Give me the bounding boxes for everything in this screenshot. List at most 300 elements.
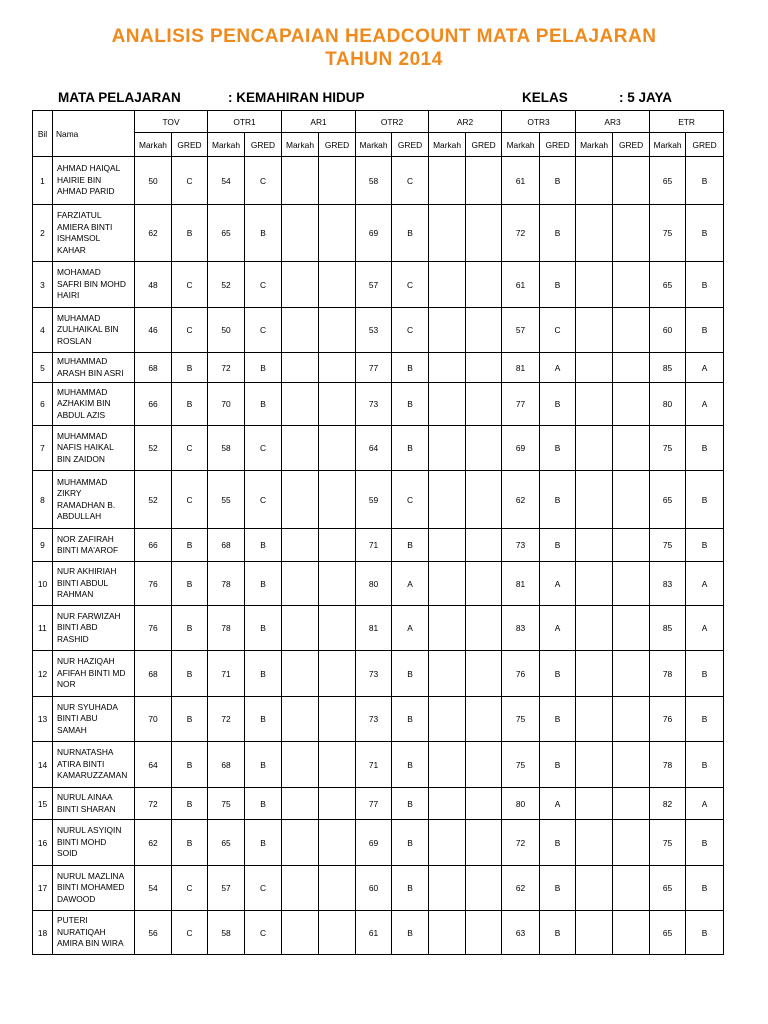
row-nama (53, 911, 135, 955)
cell-markah-empty (576, 788, 613, 820)
row-bil: 15 (33, 788, 53, 820)
cell-markah-tov: 64 (135, 742, 172, 788)
cell-gred-empty (466, 651, 502, 697)
cell-markah-tov: 50 (135, 157, 172, 205)
cell-gred-etr: A (686, 788, 724, 820)
cell-gred-empty (613, 911, 650, 955)
cell-markah-otr1: 78 (208, 606, 245, 651)
cell-markah-empty (282, 788, 319, 820)
cell-gred-otr2: B (392, 788, 429, 820)
cell-gred-empty (319, 562, 356, 606)
cell-markah-tov: 52 (135, 471, 172, 529)
cell-markah-otr1: 70 (208, 383, 245, 426)
cell-gred-empty (613, 471, 650, 529)
subheader-markah: Markah (650, 133, 686, 157)
row-bil: 16 (33, 820, 53, 866)
cell-markah-etr: 76 (650, 697, 686, 742)
cell-gred-empty (466, 697, 502, 742)
nama-line: MOHAMAD (57, 267, 101, 278)
row-bil: 7 (33, 426, 53, 471)
nama-line: AHMAD HAIQAL (57, 163, 121, 174)
cell-markah-otr3: 61 (502, 157, 540, 205)
cell-markah-tov: 52 (135, 426, 172, 471)
page-subtitle-year: TAHUN 2014 (325, 49, 443, 70)
row-bil: 9 (33, 529, 53, 562)
cell-markah-empty (576, 383, 613, 426)
cell-gred-otr3: B (540, 820, 576, 866)
nama-line: ZULHAIKAL BIN (57, 324, 119, 335)
cell-gred-empty (319, 820, 356, 866)
cell-gred-otr1: C (245, 426, 282, 471)
table-row (33, 262, 724, 308)
cell-markah-tov: 68 (135, 651, 172, 697)
cell-gred-empty (319, 426, 356, 471)
cell-gred-empty (466, 742, 502, 788)
cell-gred-otr1: B (245, 697, 282, 742)
nama-line: BIN ZAIDON (57, 453, 105, 464)
cell-markah-otr3: 72 (502, 205, 540, 262)
cell-markah-otr3: 77 (502, 383, 540, 426)
cell-gred-empty (613, 426, 650, 471)
row-bil: 14 (33, 742, 53, 788)
cell-gred-empty (466, 308, 502, 353)
cell-gred-empty (613, 651, 650, 697)
header-ar3: AR3 (576, 111, 650, 133)
row-nama (53, 697, 135, 742)
cell-markah-otr1: 58 (208, 426, 245, 471)
table-row (33, 529, 724, 562)
nama-line: RAMADHAN B. (57, 499, 116, 510)
cell-gred-empty (319, 383, 356, 426)
cell-markah-empty (576, 866, 613, 911)
cell-markah-tov: 54 (135, 866, 172, 911)
cell-gred-otr1: B (245, 606, 282, 651)
cell-markah-otr3: 75 (502, 697, 540, 742)
row-nama (53, 471, 135, 529)
cell-gred-otr3: B (540, 742, 576, 788)
cell-gred-otr2: B (392, 911, 429, 955)
cell-markah-empty (429, 529, 466, 562)
cell-gred-tov: C (172, 911, 208, 955)
cell-gred-tov: B (172, 820, 208, 866)
header-ar2: AR2 (429, 111, 502, 133)
subheader-markah: Markah (282, 133, 319, 157)
cell-markah-empty (282, 308, 319, 353)
cell-gred-empty (613, 383, 650, 426)
table-row (33, 308, 724, 353)
nama-line: MUHAMMAD (57, 356, 108, 366)
cell-gred-empty (319, 697, 356, 742)
cell-markah-otr1: 55 (208, 471, 245, 529)
subheader-markah: Markah (135, 133, 172, 157)
cell-markah-empty (429, 426, 466, 471)
subheader-gred: GRED (392, 133, 429, 157)
cell-gred-otr2: C (392, 308, 429, 353)
cell-markah-otr2: 73 (356, 383, 392, 426)
row-nama (53, 788, 135, 820)
cell-markah-otr1: 72 (208, 353, 245, 383)
cell-gred-otr2: A (392, 562, 429, 606)
cell-gred-etr: B (686, 820, 724, 866)
cell-markah-empty (282, 606, 319, 651)
cell-markah-otr3: 62 (502, 471, 540, 529)
cell-gred-otr1: B (245, 742, 282, 788)
cell-markah-empty (576, 205, 613, 262)
cell-markah-otr2: 69 (356, 820, 392, 866)
cell-gred-otr1: B (245, 205, 282, 262)
nama-line: PUTERI (57, 915, 88, 926)
cell-gred-tov: C (172, 262, 208, 308)
cell-markah-otr2: 77 (356, 353, 392, 383)
table-header-subcols (33, 133, 724, 157)
cell-markah-empty (429, 606, 466, 651)
cell-markah-otr1: 72 (208, 697, 245, 742)
cell-gred-otr1: B (245, 788, 282, 820)
cell-gred-etr: A (686, 562, 724, 606)
cell-markah-empty (429, 262, 466, 308)
cell-gred-empty (319, 788, 356, 820)
cell-gred-empty (466, 426, 502, 471)
cell-markah-empty (282, 353, 319, 383)
cell-gred-empty (319, 866, 356, 911)
cell-markah-etr: 65 (650, 911, 686, 955)
table-row (33, 866, 724, 911)
cell-markah-etr: 82 (650, 788, 686, 820)
cell-gred-otr3: B (540, 529, 576, 562)
nama-line: NOR (57, 679, 76, 690)
nama-line: ARASH BIN ASRI (57, 367, 124, 378)
cell-markah-tov: 66 (135, 529, 172, 562)
cell-markah-tov: 56 (135, 911, 172, 955)
cell-gred-empty (613, 742, 650, 788)
cell-markah-otr2: 64 (356, 426, 392, 471)
cell-markah-empty (282, 651, 319, 697)
cell-gred-otr1: B (245, 353, 282, 383)
row-bil: 2 (33, 205, 53, 262)
cell-markah-tov: 68 (135, 353, 172, 383)
cell-markah-empty (576, 697, 613, 742)
cell-gred-empty (613, 788, 650, 820)
cell-gred-empty (466, 157, 502, 205)
cell-gred-etr: B (686, 742, 724, 788)
cell-gred-etr: B (686, 866, 724, 911)
cell-markah-etr: 65 (650, 262, 686, 308)
row-nama (53, 562, 135, 606)
cell-markah-empty (282, 562, 319, 606)
cell-gred-otr2: B (392, 742, 429, 788)
headcount-table (32, 110, 724, 955)
cell-markah-empty (282, 157, 319, 205)
cell-markah-empty (576, 426, 613, 471)
cell-gred-otr3: C (540, 308, 576, 353)
cell-gred-otr3: A (540, 788, 576, 820)
cell-gred-tov: B (172, 651, 208, 697)
nama-line: NUR AKHIRIAH (57, 566, 117, 577)
cell-gred-otr3: A (540, 606, 576, 651)
cell-gred-etr: B (686, 697, 724, 742)
cell-markah-empty (282, 866, 319, 911)
row-bil: 8 (33, 471, 53, 529)
cell-markah-otr2: 60 (356, 866, 392, 911)
cell-gred-otr2: C (392, 262, 429, 308)
cell-gred-otr1: C (245, 157, 282, 205)
table-row (33, 820, 724, 866)
cell-gred-otr2: B (392, 426, 429, 471)
cell-markah-empty (429, 308, 466, 353)
cell-gred-tov: B (172, 697, 208, 742)
cell-gred-tov: C (172, 426, 208, 471)
cell-gred-etr: B (686, 911, 724, 955)
row-nama (53, 383, 135, 426)
cell-markah-empty (429, 157, 466, 205)
nama-line: KAMARUZZAMAN (57, 770, 128, 781)
cell-markah-otr1: 71 (208, 651, 245, 697)
nama-line: NAFIS HAIKAL (57, 442, 114, 453)
cell-markah-otr3: 72 (502, 820, 540, 866)
table-row (33, 742, 724, 788)
subheader-markah: Markah (356, 133, 392, 157)
nama-line: BINTI ABD (57, 622, 98, 633)
cell-markah-otr3: 80 (502, 788, 540, 820)
row-nama (53, 820, 135, 866)
cell-markah-etr: 75 (650, 529, 686, 562)
cell-markah-otr1: 54 (208, 157, 245, 205)
cell-markah-otr2: 53 (356, 308, 392, 353)
table-header-groups (33, 111, 724, 133)
cell-gred-otr1: C (245, 866, 282, 911)
nama-line: SAFRI BIN MOHD (57, 278, 126, 289)
cell-gred-tov: C (172, 157, 208, 205)
cell-gred-etr: A (686, 383, 724, 426)
cell-gred-otr3: B (540, 157, 576, 205)
cell-gred-tov: B (172, 205, 208, 262)
cell-markah-etr: 65 (650, 866, 686, 911)
cell-markah-empty (576, 471, 613, 529)
cell-markah-otr2: 59 (356, 471, 392, 529)
cell-markah-tov: 76 (135, 606, 172, 651)
row-bil: 3 (33, 262, 53, 308)
class-value: : 5 JAYA (619, 90, 673, 105)
cell-markah-otr1: 65 (208, 205, 245, 262)
cell-markah-empty (429, 205, 466, 262)
cell-gred-otr1: B (245, 383, 282, 426)
cell-markah-otr2: 80 (356, 562, 392, 606)
cell-markah-tov: 62 (135, 820, 172, 866)
cell-markah-otr1: 58 (208, 911, 245, 955)
cell-gred-empty (613, 562, 650, 606)
cell-markah-otr1: 68 (208, 742, 245, 788)
cell-markah-etr: 75 (650, 205, 686, 262)
cell-gred-otr1: B (245, 651, 282, 697)
nama-line: AZHAKIM BIN (57, 398, 111, 409)
nama-line: RAHMAN (57, 589, 94, 600)
cell-gred-tov: B (172, 562, 208, 606)
cell-gred-etr: B (686, 529, 724, 562)
cell-gred-otr3: B (540, 651, 576, 697)
cell-markah-otr1: 52 (208, 262, 245, 308)
cell-gred-empty (466, 866, 502, 911)
nama-line: AFIFAH BINTI MD (57, 667, 126, 678)
cell-gred-etr: B (686, 308, 724, 353)
cell-markah-otr2: 81 (356, 606, 392, 651)
row-bil: 12 (33, 651, 53, 697)
cell-markah-empty (282, 529, 319, 562)
cell-gred-otr2: B (392, 353, 429, 383)
cell-markah-otr2: 77 (356, 788, 392, 820)
cell-gred-empty (613, 529, 650, 562)
cell-markah-otr3: 83 (502, 606, 540, 651)
cell-gred-empty (466, 820, 502, 866)
cell-gred-tov: B (172, 788, 208, 820)
cell-markah-empty (429, 651, 466, 697)
cell-markah-empty (576, 262, 613, 308)
subject-label: MATA PELAJARAN (58, 90, 181, 105)
cell-markah-otr1: 65 (208, 820, 245, 866)
cell-markah-otr1: 78 (208, 562, 245, 606)
cell-gred-otr2: B (392, 651, 429, 697)
cell-markah-etr: 83 (650, 562, 686, 606)
nama-line: NURUL MAZLINA (57, 870, 125, 881)
cell-gred-empty (319, 742, 356, 788)
cell-markah-otr2: 73 (356, 651, 392, 697)
cell-markah-otr3: 75 (502, 742, 540, 788)
header-etr: ETR (650, 111, 724, 133)
nama-line: ISHAMSOL (57, 233, 101, 243)
cell-gred-empty (613, 308, 650, 353)
page-title: ANALISIS PENCAPAIAN HEADCOUNT MATA PELAJARAN (111, 26, 657, 47)
cell-gred-otr1: C (245, 471, 282, 529)
cell-markah-otr1: 57 (208, 866, 245, 911)
nama-line: NUR SYUHADA (57, 701, 118, 712)
nama-line: BINTI MOHAMED (57, 882, 125, 893)
cell-markah-otr3: 61 (502, 262, 540, 308)
row-bil: 1 (33, 157, 53, 205)
cell-gred-empty (613, 606, 650, 651)
cell-markah-otr2: 73 (356, 697, 392, 742)
cell-markah-etr: 65 (650, 157, 686, 205)
row-bil: 5 (33, 353, 53, 383)
table-row (33, 471, 724, 529)
cell-markah-etr: 80 (650, 383, 686, 426)
cell-gred-tov: B (172, 742, 208, 788)
row-nama (53, 651, 135, 697)
cell-markah-etr: 75 (650, 426, 686, 471)
subheader-gred: GRED (172, 133, 208, 157)
row-nama (53, 353, 135, 383)
header-otr2: OTR2 (356, 111, 429, 133)
cell-gred-otr3: B (540, 205, 576, 262)
nama-line: FARZIATUL (57, 210, 102, 220)
cell-gred-etr: B (686, 157, 724, 205)
cell-markah-etr: 78 (650, 742, 686, 788)
subheader-gred: GRED (686, 133, 724, 157)
table-row (33, 383, 724, 426)
cell-gred-otr3: B (540, 383, 576, 426)
cell-markah-etr: 65 (650, 471, 686, 529)
cell-markah-tov: 46 (135, 308, 172, 353)
nama-line: ABDUL AZIS (57, 409, 106, 420)
cell-gred-otr2: C (392, 157, 429, 205)
cell-gred-empty (466, 353, 502, 383)
cell-markah-empty (282, 383, 319, 426)
cell-markah-empty (429, 820, 466, 866)
cell-gred-etr: B (686, 262, 724, 308)
subheader-markah: Markah (576, 133, 613, 157)
cell-gred-empty (466, 606, 502, 651)
cell-markah-empty (429, 742, 466, 788)
nama-line: ABDULLAH (57, 511, 102, 521)
cell-gred-otr3: B (540, 866, 576, 911)
nama-line: MUHAMMAD (57, 476, 108, 487)
cell-markah-empty (429, 911, 466, 955)
cell-gred-etr: B (686, 205, 724, 262)
row-bil: 18 (33, 911, 53, 955)
nama-line: AMIERA BINTI (57, 221, 113, 232)
cell-gred-otr1: C (245, 911, 282, 955)
nama-line: NURUL ASYIQIN (57, 825, 122, 836)
cell-markah-etr: 78 (650, 651, 686, 697)
cell-markah-empty (282, 820, 319, 866)
nama-line: NUR HAZIQAH (57, 656, 115, 667)
cell-markah-tov: 66 (135, 383, 172, 426)
cell-gred-empty (466, 911, 502, 955)
cell-markah-otr2: 69 (356, 205, 392, 262)
cell-markah-tov: 72 (135, 788, 172, 820)
cell-gred-empty (319, 353, 356, 383)
cell-markah-otr2: 57 (356, 262, 392, 308)
cell-gred-empty (613, 697, 650, 742)
table-body (33, 157, 724, 955)
cell-markah-empty (429, 383, 466, 426)
nama-line: AMIRA BIN WIRA (57, 938, 124, 949)
cell-gred-otr3: A (540, 562, 576, 606)
cell-markah-etr: 85 (650, 606, 686, 651)
cell-gred-empty (466, 383, 502, 426)
table-row (33, 788, 724, 820)
cell-gred-etr: B (686, 651, 724, 697)
cell-markah-otr3: 57 (502, 308, 540, 353)
cell-markah-empty (576, 820, 613, 866)
cell-markah-empty (576, 529, 613, 562)
row-nama (53, 205, 135, 262)
table-row (33, 651, 724, 697)
row-bil: 11 (33, 606, 53, 651)
cell-gred-empty (319, 651, 356, 697)
nama-line: SOID (57, 848, 78, 859)
cell-markah-empty (429, 788, 466, 820)
row-nama (53, 426, 135, 471)
cell-gred-empty (319, 606, 356, 651)
cell-gred-tov: B (172, 606, 208, 651)
table-row (33, 606, 724, 651)
table-row (33, 157, 724, 205)
cell-markah-empty (282, 205, 319, 262)
cell-markah-empty (282, 911, 319, 955)
table-row (33, 205, 724, 262)
cell-gred-etr: A (686, 353, 724, 383)
cell-gred-empty (466, 529, 502, 562)
cell-markah-otr1: 50 (208, 308, 245, 353)
cell-markah-otr2: 61 (356, 911, 392, 955)
nama-line: ATIRA BINTI (57, 758, 105, 769)
cell-gred-tov: C (172, 471, 208, 529)
nama-line: HAIRI (57, 290, 80, 301)
cell-gred-etr: A (686, 606, 724, 651)
row-bil: 17 (33, 866, 53, 911)
cell-gred-empty (466, 205, 502, 262)
cell-gred-otr3: A (540, 353, 576, 383)
nama-line: ROSLAN (57, 335, 92, 346)
